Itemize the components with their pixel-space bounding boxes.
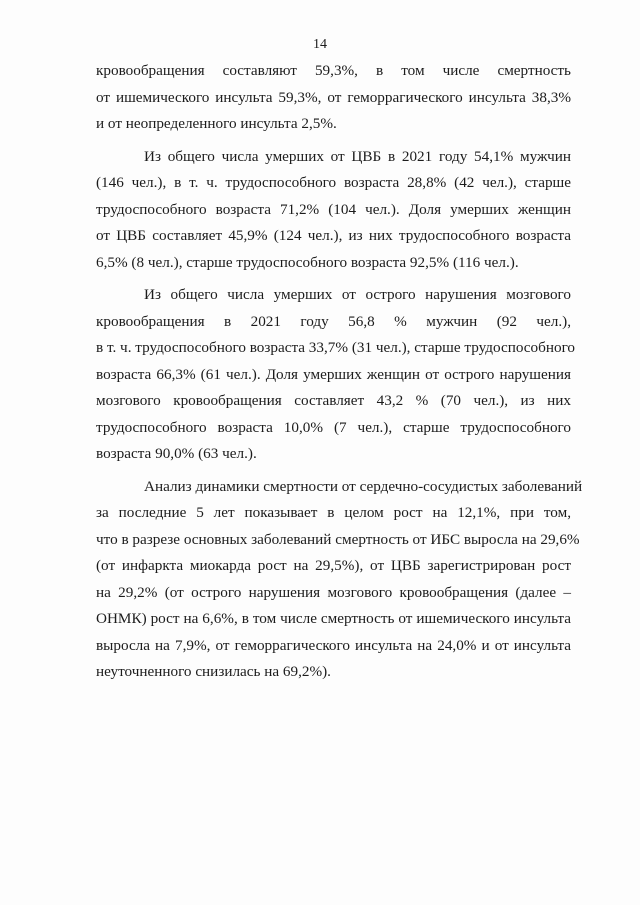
text-line: возраста 90,0% (63 чел.). [96,445,257,462]
text-line: трудоспособного возраста 10,0% (7 чел.), старше трудоспособного [96,418,571,436]
paragraph-2 [96,144,571,277]
text-line: трудоспособного возраста 71,2% (104 чел.). Доля умерших женщин [96,200,571,218]
text-line: кровообращения в 2021 году 56,8 % мужчин (92 чел.), [96,312,571,330]
text-line: 6,5% (8 чел.), старше трудоспособного возраста 92,5% (116 чел.). [96,253,519,271]
text-line: неуточненного снизилась на 69,2%). [96,663,331,680]
text-line: Из общего числа умерших от острого нарушения мозгового [144,286,571,303]
paragraph-1 [96,58,571,138]
text-line: в т. ч. трудоспособного возраста 33,7% (31 чел.), старше трудоспособного [96,339,576,356]
text-line: (146 чел.), в т. ч. трудоспособного возраста 28,8% (42 чел.), старше [96,174,571,191]
paragraph-3 [96,282,576,468]
text-line: мозгового кровообращения составляет 43,2 % (70 чел.), из них [96,392,571,409]
paragraph-4 [96,474,583,686]
text-line: (от инфаркта миокарда рост на 29,5%), от ЦВБ зарегистрирован рост [96,557,571,574]
text-line: от ЦВБ составляет 45,9% (124 чел.), из них трудоспособного возраста [96,227,571,244]
text-line: за последние 5 лет показывает в целом рост на 12,1%, при том, [96,504,571,521]
page-number: 14 [313,37,327,52]
text-line: Анализ динамики смертности от сердечно-сосудистых заболеваний [144,477,583,495]
text-line: ОНМК) рост на 6,6%, в том числе смертность от ишемического инсульта [96,610,571,627]
text-line: Из общего числа умерших от ЦВБ в 2021 году 54,1% мужчин [144,147,571,165]
text-line: кровообращения составляют 59,3%, в том числе смертность [96,62,571,79]
text-line: от ишемического инсульта 59,3%, от геморрагического инсульта 38,3% [96,88,571,106]
text-line: и от неопределенного инсульта 2,5%. [96,115,337,132]
text-line: на 29,2% (от острого нарушения мозгового кровообращения (далее – [96,583,571,601]
document-body [96,58,583,686]
text-line: выросла на 7,9%, от геморрагического инсульта на 24,0% и от инсульта [96,636,571,654]
text-line: что в разрезе основных заболеваний смертность от ИБС выросла на 29,6% [96,530,580,548]
text-line: возраста 66,3% (61 чел.). Доля умерших женщин от острого нарушения [96,365,571,383]
